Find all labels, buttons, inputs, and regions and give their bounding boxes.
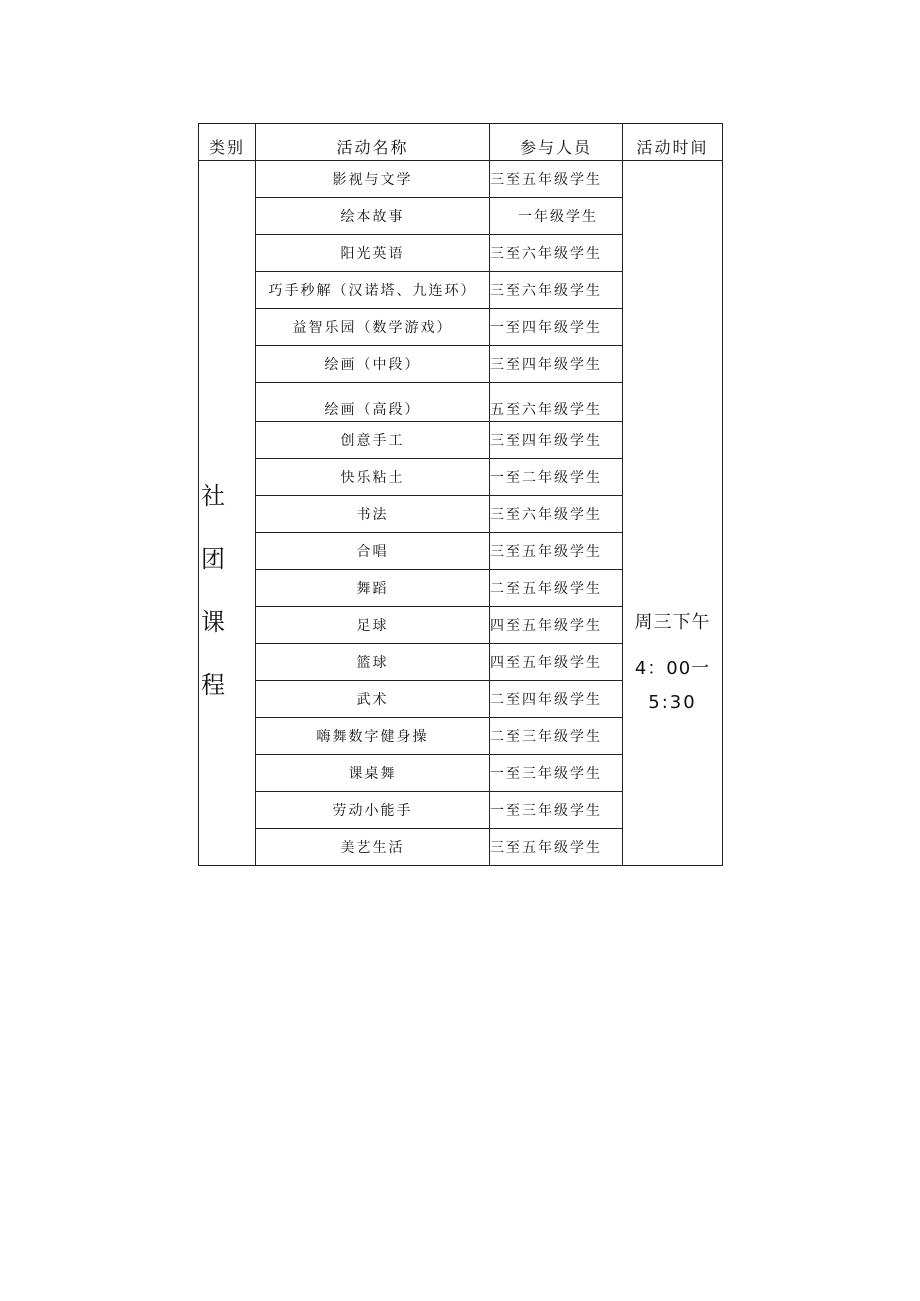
activity-participants: 一至四年级学生 xyxy=(490,309,623,346)
activity-name: 绘本故事 xyxy=(256,198,490,235)
activity-participants: 一至三年级学生 xyxy=(490,755,623,792)
activity-participants: 三至六年级学生 xyxy=(490,235,623,272)
activity-name: 创意手工 xyxy=(256,422,490,459)
activity-name: 巧手秒解（汉诺塔、九连环） xyxy=(256,272,490,309)
activity-participants: 三至五年级学生 xyxy=(490,533,623,570)
activity-participants: 一至二年级学生 xyxy=(490,459,623,496)
activity-participants: 三至六年级学生 xyxy=(490,496,623,533)
header-participants: 参与人员 xyxy=(490,124,623,161)
activity-name: 武术 xyxy=(256,681,490,718)
category-cell xyxy=(199,161,256,866)
activity-name: 美艺生活 xyxy=(256,829,490,866)
schedule-sheet xyxy=(198,123,722,865)
activity-name: 快乐粘土 xyxy=(256,459,490,496)
activity-name: 足球 xyxy=(256,607,490,644)
activity-name: 劳动小能手 xyxy=(256,792,490,829)
header-row xyxy=(199,124,723,161)
header-category: 类别 xyxy=(199,124,256,161)
table-row xyxy=(199,161,723,198)
activity-participants: 三至五年级学生 xyxy=(490,161,623,198)
time-line-2: 4：00一 xyxy=(634,658,711,679)
activity-participants: 二至三年级学生 xyxy=(490,718,623,755)
activity-name: 课桌舞 xyxy=(256,755,490,792)
activity-name: 书法 xyxy=(256,496,490,533)
activity-participants: 三至四年级学生 xyxy=(490,346,623,383)
activity-participants: 一至三年级学生 xyxy=(490,792,623,829)
activity-name: 舞蹈 xyxy=(256,570,490,607)
activity-participants: 二至四年级学生 xyxy=(490,681,623,718)
activity-participants: 三至四年级学生 xyxy=(490,422,623,459)
activity-name: 绘画（中段） xyxy=(256,346,490,383)
activity-name: 影视与文学 xyxy=(256,161,490,198)
activity-name: 绘画（高段） xyxy=(256,383,490,422)
activity-name: 篮球 xyxy=(256,644,490,681)
activity-participants: 三至六年级学生 xyxy=(490,272,623,309)
time-line-1: 周三下午 xyxy=(634,612,711,633)
activity-participants: 一年级学生 xyxy=(490,198,623,235)
activity-name: 益智乐园（数学游戏） xyxy=(256,309,490,346)
activity-participants: 三至五年级学生 xyxy=(490,829,623,866)
activity-participants: 四至五年级学生 xyxy=(490,644,623,681)
time-cell xyxy=(623,161,723,866)
activity-name: 阳光英语 xyxy=(256,235,490,272)
activity-name: 合唱 xyxy=(256,533,490,570)
activity-participants: 五至六年级学生 xyxy=(490,383,623,422)
activity-participants: 四至五年级学生 xyxy=(490,607,623,644)
time-line-3: 5:30 xyxy=(648,692,697,713)
header-activity-name: 活动名称 xyxy=(256,124,490,161)
activity-participants: 二至五年级学生 xyxy=(490,570,623,607)
header-activity-time: 活动时间 xyxy=(623,124,723,161)
category-label: 社团课程 xyxy=(201,481,227,699)
activity-table xyxy=(198,123,723,866)
activity-name: 嗨舞数字健身操 xyxy=(256,718,490,755)
